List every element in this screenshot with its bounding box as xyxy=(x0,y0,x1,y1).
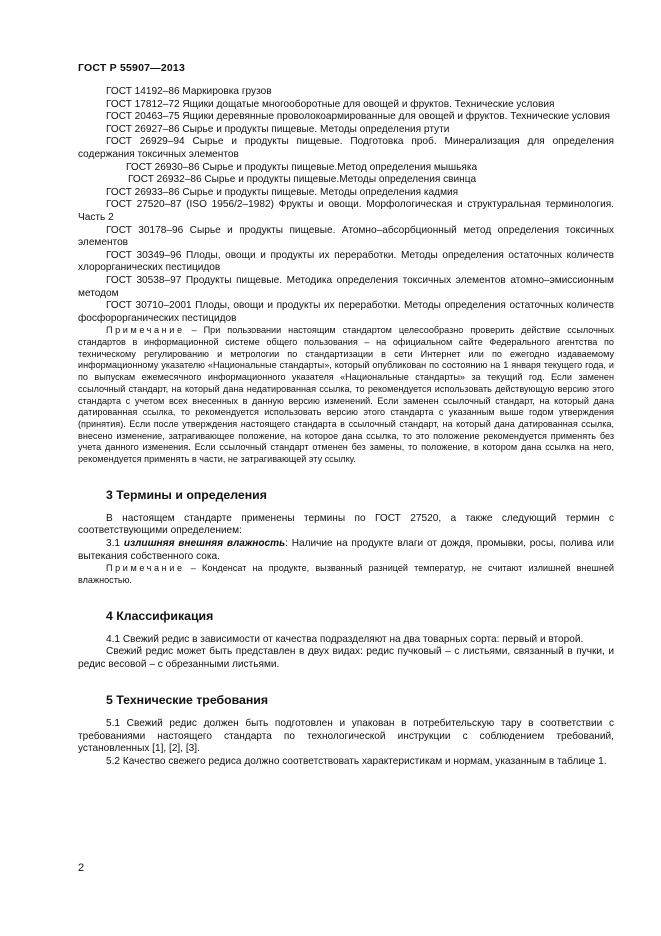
section-4-heading: 4 Классификация xyxy=(106,608,214,623)
note-term xyxy=(78,563,614,586)
paragraph: Свежий редис может быть представлен в двух видах: редис пучковый – с листьями, связанный в пучки, и редис весовой – с обрезанными листьями. xyxy=(78,646,614,670)
ref-item: ГОСТ 17812–72 Ящики дощатые многооборотные для овощей и фруктов. Технические условия xyxy=(106,98,555,110)
ref-item: ГОСТ 20463–75 Ящики деревянные проволокоармированные для овощей и фруктов. Технические условия xyxy=(106,111,610,123)
ref-item: ГОСТ 30710–2001 Плоды, овощи и продукты их переработки. Методы определения остаточных количеств фосфорорганических пестицидов xyxy=(78,300,614,324)
ref-item: ГОСТ 26930–86 Сырье и продукты пищевые.Метод определения мышьяка xyxy=(126,161,478,173)
ref-item: ГОСТ 30178–96 Сырье и продукты пищевые. Атомно–абсорбционный метод определения токсичных элементов xyxy=(78,224,614,249)
page-content xyxy=(78,86,614,769)
term-name: излишняя внешняя влажность xyxy=(123,537,286,549)
note-references xyxy=(78,325,614,465)
section-5-heading: 5 Технические требования xyxy=(106,693,268,708)
page-number: 2 xyxy=(78,862,85,874)
paragraph: 5.2 Качество свежего редиса должно соответствовать характеристикам и нормам, указанным в таблице 1. xyxy=(106,756,607,768)
ref-item: ГОСТ 26933–86 Сырье и продукты пищевые. Методы определения кадмия xyxy=(106,186,459,198)
note-text: – Конденсат на продукте, вызванный разницей температур, не считают излишней внешней влажностью. xyxy=(78,563,614,585)
paragraph: 4.1 Свежий редис в зависимости от качества подразделяют на два товарных сорта: первый и второй. xyxy=(106,633,584,645)
ref-item: ГОСТ 27520–87 (ISO 1956/2–1982) Фрукты и овощи. Морфологическая и структуральная терминология. Часть 2 xyxy=(78,199,614,223)
ref-item: ГОСТ 30538–97 Продукты пищевые. Методика определения токсичных элементов атомно–эмиссионным методом xyxy=(78,274,614,299)
note-label: Примечание xyxy=(106,563,185,574)
term-text: : Наличие на продукте влаги от дождя, промывки, росы, полива или вытекания собственного сока. xyxy=(78,537,614,562)
ref-item: ГОСТ 26932–86 Сырье и продукты пищевые.Методы определения свинца xyxy=(128,174,477,186)
term-definition xyxy=(78,538,614,563)
ref-item: ГОСТ 26927–86 Сырье и продукты пищевые. Методы определения ртути xyxy=(106,123,450,135)
section-3-intro: В настоящем стандарте применены термины по ГОСТ 27520, а также следующий термин с соответствующими определением: xyxy=(78,512,614,537)
term-number: 3.1 xyxy=(106,537,124,549)
section-3-heading: 3 Термины и определения xyxy=(106,487,267,502)
ref-item: ГОСТ 30349–96 Плоды, овощи и продукты их переработки. Методы определения остаточных количеств хлорорганических пестицидов xyxy=(78,249,614,274)
ref-item: ГОСТ 26929–94 Сырье и продукты пищевые. Подготовка проб. Минерализация для определения содержания токсичных элементов xyxy=(78,136,614,160)
page-header: ГОСТ Р 55907—2013 xyxy=(78,62,186,74)
note-text: – При пользовании настоящим стандартом целесообразно проверить действие ссылочных стандартов в информационной системе общего пользования – на официальном сайте Федерального агентства по техническому регулированию и метрологии по стандартизации в сети Интернет или по ежегодно издаваемому информационному указателю «Национальные стандарты», который опубликован по состоянию на 1 января текущего года, и по выпускам ежемесячного информационного указателя «Национальные стандарты» за текущий год. Если заменен ссылочный стандарт, на который дана недатированная ссылка, то рекомендуется использовать действующую версию этого стандарта с учетом всех внесенных в данную версию изменений. Если заменен ссылочный стандарт, на который дана датированная ссылка, то рекомендуется использовать версию этого стандарта с указанным выше годом утверждения (принятия). Если после утверждения настоящего стандарта в ссылочный стандарт, на который дана датированная ссылка, внесено изменение, затрагивающее положение, на которое дана ссылка, то это положение рекомендуется применять без учета данного изменения. Если ссылочный стандарт отменен без замены, то положение, в котором дана ссылка на него, рекомендуется применять в части, не затрагивающей эту ссылку. xyxy=(78,325,614,465)
ref-item: ГОСТ 14192–86 Маркировка грузов xyxy=(106,86,272,97)
paragraph: 5.1 Свежий редис должен быть подготовлен и упакован в потребительскую тару в соответствии с требованиями настоящего стандарта по технологической инструкции с соблюдением требований, установленных [1], [2], [3]. xyxy=(78,718,614,755)
note-label: Примечание xyxy=(106,325,185,336)
